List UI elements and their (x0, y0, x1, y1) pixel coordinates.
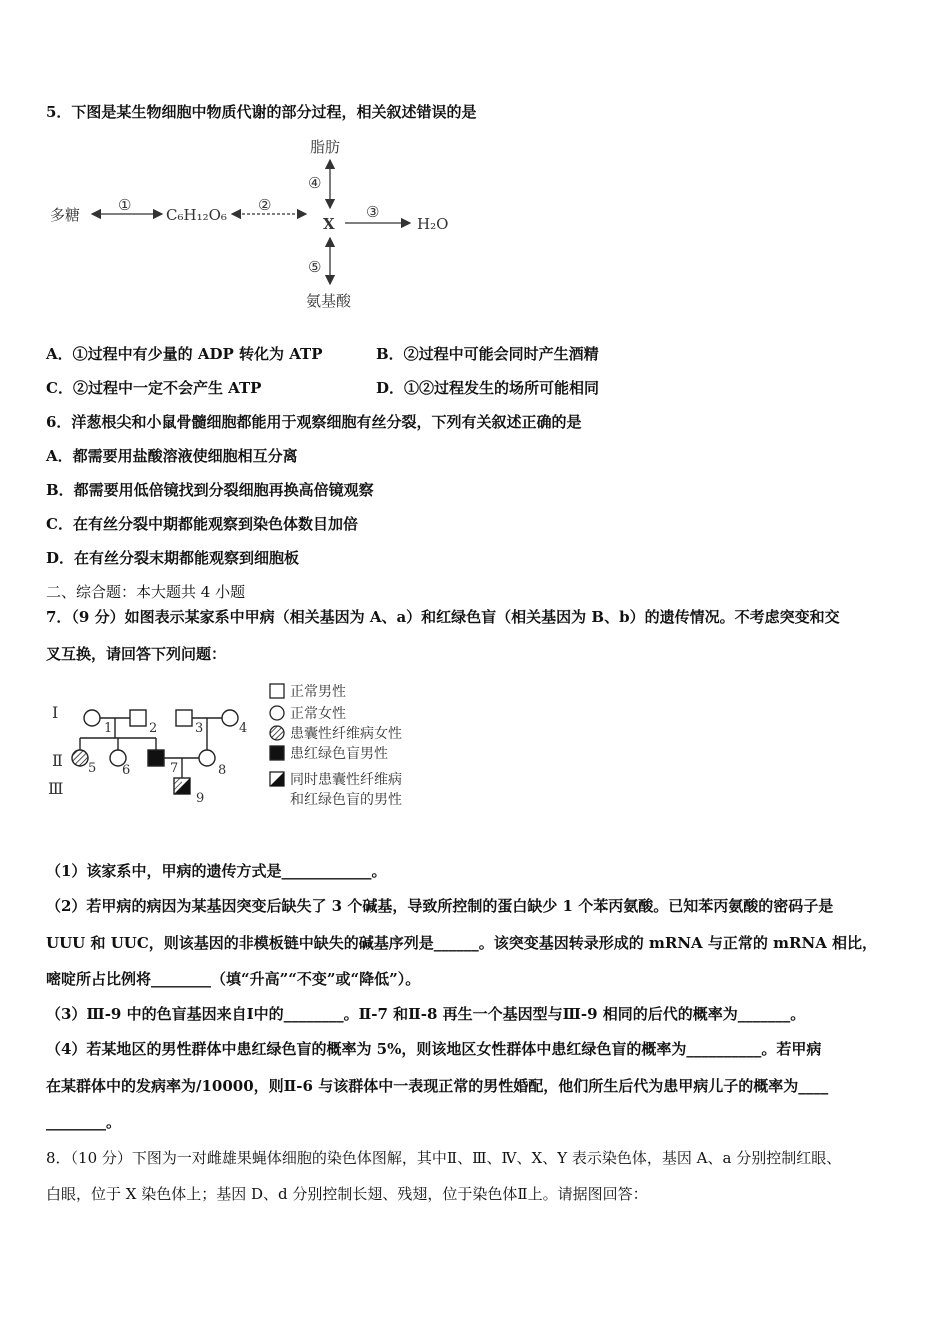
q7-part4-line3: ________。 (46, 1113, 122, 1131)
q7-part3: （3）Ⅲ-9 中的色盲基因来自Ⅰ中的________。Ⅱ-7 和Ⅱ-8 再生一个基因型与Ⅲ-9 相同的后代的概率为_______。 (46, 1005, 806, 1023)
id-label-4: 4 (239, 721, 248, 736)
fat-label: 脂肪 (310, 138, 341, 156)
legend-normal-male: 正常男性 (290, 684, 346, 700)
gen-label-1: Ⅰ (52, 703, 59, 722)
id-label-1: 1 (104, 721, 113, 736)
q6-option-b: B．都需要用低倍镜找到分裂细胞再换高倍镜观察 (46, 481, 374, 499)
legend-both-male-1: 同时患囊性纤维病 (290, 772, 402, 788)
q6-stem: 6．洋葱根尖和小鼠骨髓细胞都能用于观察细胞有丝分裂，下列有关叙述正确的是 (46, 413, 582, 431)
individual-8 (199, 750, 215, 766)
q7-part2-line1: （2）若甲病的病因为某基因突变后缺失了 3 个碱基，导致所控制的蛋白缺少 1 个苯丙氨酸。已知苯丙氨酸的密码子是 (46, 897, 834, 915)
legend-normal-female: 正常女性 (290, 706, 346, 722)
q8-line2: 白眼，位于 X 染色体上；基因 D、d 分别控制长翅、残翅，位于染色体Ⅱ上。请据图回答： (46, 1185, 648, 1203)
step5-label: ⑤ (308, 258, 322, 276)
step4-label: ④ (308, 174, 322, 192)
glucose-label: C₆H₁₂O₆ (166, 206, 227, 224)
legend-colorblind-male: 患红绿色盲男性 (290, 746, 388, 762)
legend-normal-female-icon (270, 706, 284, 720)
individual-2 (130, 710, 146, 726)
water-label: H₂O (417, 215, 449, 233)
q5-stem: 5．下图是某生物细胞中物质代谢的部分过程，相关叙述错误的是 (46, 103, 477, 121)
individual-4 (222, 710, 238, 726)
gen-label-3: Ⅲ (48, 779, 64, 798)
legend-normal-male-icon (270, 684, 284, 698)
q7-part2-line2: UUU 和 UUC，则该基因的非模板链中缺失的碱基序列是______。该突变基因转录形成的 mRNA 与正常的 mRNA 相比， (46, 934, 878, 952)
gen-label-2: Ⅱ (52, 751, 63, 770)
id-label-9: 9 (196, 791, 205, 806)
q6-option-c: C．在有丝分裂中期都能观察到染色体数目加倍 (46, 515, 358, 533)
amino-acid-label: 氨基酸 (306, 292, 352, 310)
id-label-7: 7 (170, 761, 179, 776)
x-label: X (323, 215, 335, 233)
metabolism-diagram (40, 132, 480, 322)
id-label-6: 6 (122, 763, 131, 778)
id-label-2: 2 (149, 721, 158, 736)
individual-7 (148, 750, 164, 766)
q6-option-a: A．都需要用盐酸溶液使细胞相互分离 (46, 447, 298, 465)
individual-5 (72, 750, 88, 766)
individual-1 (84, 710, 100, 726)
step2-label: ② (258, 196, 272, 214)
q5-option-a: A．①过程中有少量的 ADP 转化为 ATP (46, 345, 323, 363)
q7-part4-line2: 在某群体中的发病率为/10000，则Ⅱ-6 与该群体中一表现正常的男性婚配，他们所生后代为患甲病儿子的概率为____ (46, 1077, 829, 1095)
q7-part1: （1）该家系中，甲病的遗传方式是____________。 (46, 862, 387, 880)
q7-part2-line3: 嘧啶所占比例将________（填“升高”“不变”或“降低”）。 (46, 970, 421, 988)
q5-option-d: D．①②过程发生的场所可能相同 (376, 379, 600, 397)
legend-affected-female: 患囊性纤维病女性 (290, 726, 402, 742)
q5-option-b: B．②过程中可能会同时产生酒精 (376, 345, 599, 363)
legend-colorblind-male-icon (270, 746, 284, 760)
id-label-5: 5 (88, 761, 97, 776)
step3-label: ③ (366, 203, 380, 221)
individual-3 (176, 710, 192, 726)
polysaccharide-label: 多糖 (50, 206, 81, 224)
id-label-8: 8 (218, 763, 227, 778)
section-2-heading: 二、综合题：本大题共 4 小题 (46, 583, 246, 601)
q7-part4-line1: （4）若某地区的男性群体中患红绿色盲的概率为 5%，则该地区女性群体中患红绿色盲的概率为__________。若甲病 (46, 1040, 822, 1058)
id-label-3: 3 (195, 721, 204, 736)
legend-both-male-2: 和红绿色盲的男性 (290, 792, 402, 808)
pedigree-chart (44, 676, 444, 816)
q7-stem-line2: 叉互换，请回答下列问题： (46, 645, 227, 663)
q5-option-c: C．②过程中一定不会产生 ATP (46, 379, 262, 397)
q8-line1: 8．（10 分）下图为一对雌雄果蝇体细胞的染色体图解，其中Ⅱ、Ⅲ、Ⅳ、X、Y 表示染色体，基因 A、a 分别控制红眼、 (46, 1149, 842, 1167)
legend-affected-female-icon (270, 726, 284, 740)
q6-option-d: D．在有丝分裂末期都能观察到细胞板 (46, 549, 300, 567)
step1-label: ① (118, 196, 132, 214)
q7-stem-line1: 7．（9 分）如图表示某家系中甲病（相关基因为 A、a）和红绿色盲（相关基因为 B、b）的遗传情况。不考虑突变和交 (46, 608, 840, 626)
